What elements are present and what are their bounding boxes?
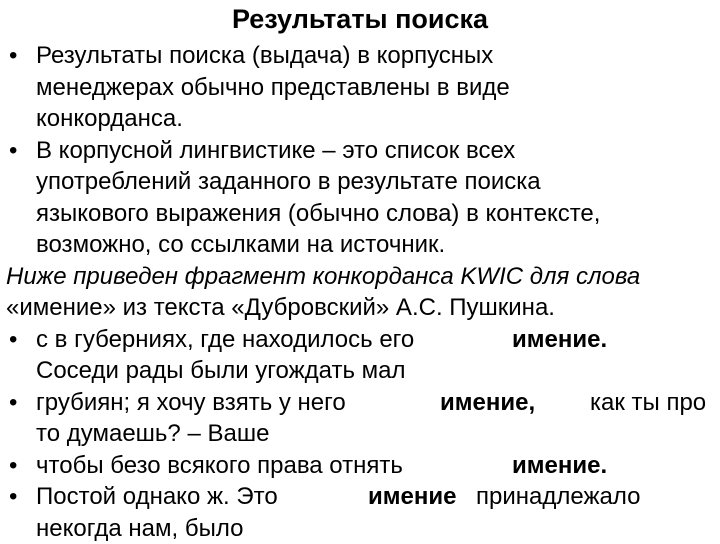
concordance-keyword: имение. — [512, 450, 607, 482]
concordance-continuation: то думаешь? – Ваше — [36, 418, 718, 450]
concordance-item — [6, 481, 718, 544]
bullet-text-line: конкорданса. — [36, 103, 718, 135]
bullet-text-line: употреблений заданного в результате поиска — [36, 166, 718, 198]
paragraph-line: «имение» из текста «Дубровский» А.С. Пушкина. — [6, 292, 718, 324]
concordance-row — [36, 450, 718, 482]
bullet-text-line: возможно, со ссылками на источник. — [36, 229, 718, 261]
bullet-marker: • — [9, 481, 17, 513]
concordance-continuation: Соседи рады были угождать мал — [36, 355, 718, 387]
bullet-marker: • — [9, 324, 17, 356]
bullet-text-line: языкового выражения (обычно слова) в контексте, — [36, 198, 718, 230]
slide-title: Результаты поиска — [0, 0, 720, 38]
bullet-item — [6, 40, 718, 135]
concordance-keyword: имение, — [440, 387, 535, 419]
bullet-item — [6, 135, 718, 261]
bullet-marker: • — [9, 450, 17, 482]
concordance-row — [36, 324, 718, 356]
concordance-right-context: как ты про — [590, 387, 706, 419]
concordance-keyword: имение. — [512, 324, 607, 356]
concordance-row — [36, 387, 718, 419]
bullet-marker: • — [9, 40, 17, 72]
concordance-item — [6, 450, 718, 482]
slide-content — [6, 40, 718, 544]
concordance-keyword: имение — [368, 481, 456, 513]
bullet-marker: • — [9, 387, 17, 419]
concordance-row — [36, 481, 718, 513]
bullet-text-line: Результаты поиска (выдача) в корпусных — [36, 40, 718, 72]
concordance-item — [6, 324, 718, 387]
bullet-marker: • — [9, 135, 17, 167]
concordance-item — [6, 387, 718, 450]
concordance-left-context: с в губерниях, где находилось его — [36, 324, 414, 356]
bullet-text-line: менеджерах обычно представлены в виде — [36, 72, 718, 104]
concordance-continuation: некогда нам, было — [36, 513, 718, 544]
paragraph-line: Ниже приведен фрагмент конкорданса KWIC для слова — [6, 261, 718, 293]
bullet-text-line: В корпусной лингвистике – это список всех — [36, 135, 718, 167]
concordance-left-context: Постой однако ж. Это — [36, 481, 278, 513]
concordance-left-context: грубиян; я хочу взять у него — [36, 387, 346, 419]
concordance-left-context: чтобы безо всякого права отнять — [36, 450, 403, 482]
concordance-right-context: принадлежало — [476, 481, 640, 513]
